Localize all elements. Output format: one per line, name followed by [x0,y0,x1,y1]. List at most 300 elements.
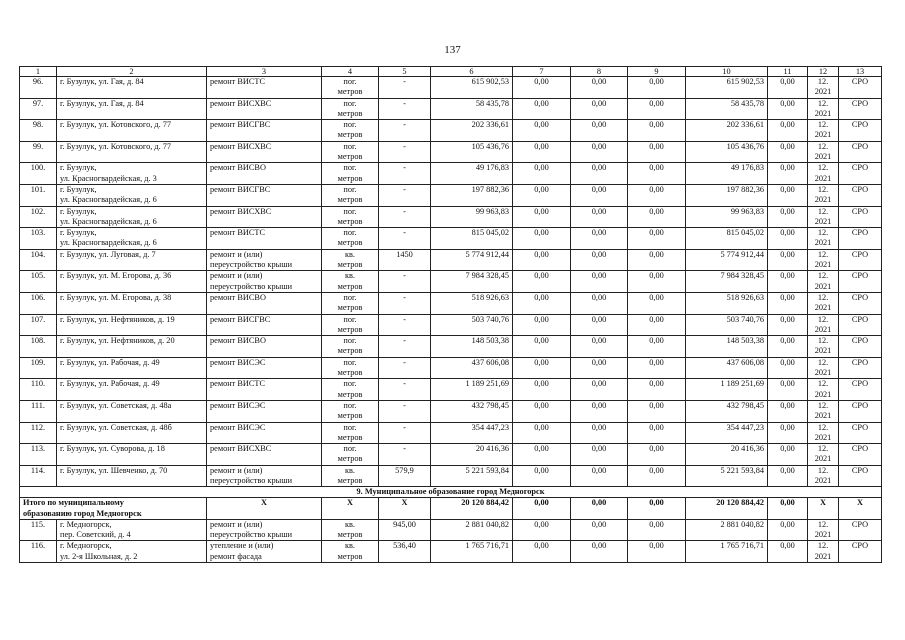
cell-line: метров [337,368,363,378]
cost-col8-cell: 0,00 [571,465,628,487]
deadline-cell [808,314,839,336]
cell-line: ремонт ВИСЭС [210,357,266,367]
funding-source-cell: СРО [839,163,882,185]
cell-line: 2021 [814,432,832,442]
table-body [20,67,882,563]
column-number-row [20,67,882,77]
cell-line: 2021 [814,368,832,378]
cell-line: ремонт ВИСХВС [210,444,272,454]
total-cost-cell: 503 740,76 [431,314,513,336]
cell-line: г. Бузулук, ул. Советская, д. 48б [60,422,172,432]
cell-line: переустройство крыши [210,530,293,540]
cell-line: пог. [343,336,357,346]
deadline-cell [808,98,839,120]
cell-line: пог. [343,357,357,367]
cost-col10-cell: 615 902,53 [686,77,768,99]
total-cost-cell: 518 926,63 [431,292,513,314]
cell-line: ул. Красногвардейская, д. 6 [60,216,157,226]
cell-line: 2021 [814,130,832,140]
cell-line: пог. [343,98,357,108]
cost-col11-cell: 0,00 [768,163,808,185]
deadline-cell [808,184,839,206]
cost-col9-cell: 0,00 [628,519,686,541]
cell-line: г. Медногорск, [60,519,112,529]
total-cost-cell: 354 447,23 [431,422,513,444]
total-cost-cell: 615 902,53 [431,77,513,99]
unit-cell [322,184,379,206]
cell-line: г. Бузулук, ул. Рабочая, д. 49 [60,357,160,367]
cell-line: г. Бузулук, [60,163,97,173]
unit-cell [322,141,379,163]
row-number-cell: 110. [20,379,57,401]
deadline-cell [808,444,839,466]
deadline-cell [808,336,839,358]
cost-col11-cell: 0,00 [768,465,808,487]
cell-line: 2021 [814,87,832,97]
cell-line: 2021 [814,260,832,270]
unit-cell [322,77,379,99]
row-number-cell: 115. [20,519,57,541]
cell-line: ул. Красногвардейская, д. 3 [60,173,157,183]
work-type-cell [207,120,322,142]
cell-line: ул. Красногвардейская, д. 6 [60,238,157,248]
cell-line: метров [337,108,363,118]
funding-source-cell: СРО [839,336,882,358]
cost-col10-cell: 518 926,63 [686,292,768,314]
cell-line: ремонт ВИСГВС [210,184,271,194]
cell-line: метров [337,216,363,226]
subtotal-c7: 0,00 [513,498,571,520]
cost-col8-cell: 0,00 [571,206,628,228]
cost-col7-cell: 0,00 [513,206,571,228]
funding-source-cell: СРО [839,141,882,163]
total-cost-cell: 815 045,02 [431,228,513,250]
unit-cell [322,163,379,185]
cost-col7-cell: 0,00 [513,400,571,422]
cost-col9-cell: 0,00 [628,77,686,99]
cell-line: 12. [817,465,829,475]
cost-col11-cell: 0,00 [768,98,808,120]
cell-line: 12. [817,249,829,259]
unit-cell [322,314,379,336]
table-row [20,314,882,336]
cell-line: ремонт фасада [210,551,262,561]
unit-cell [322,336,379,358]
cell-line: 2021 [814,152,832,162]
work-type-cell [207,444,322,466]
unit-cell [322,357,379,379]
table-row [20,120,882,142]
cost-col7-cell: 0,00 [513,141,571,163]
quantity-cell: - [379,228,431,250]
cost-col7-cell: 0,00 [513,379,571,401]
cost-col9-cell: 0,00 [628,314,686,336]
cost-col9-cell: 0,00 [628,228,686,250]
cell-line: 12. [817,77,829,86]
cell-line: пог. [343,141,357,151]
cost-col10-cell: 5 774 912,44 [686,249,768,271]
funding-source-cell: СРО [839,314,882,336]
cell-line: 12. [817,519,829,529]
cell-line: 2021 [814,216,832,226]
cell-line: г. Бузулук, [60,228,97,238]
table-row [20,184,882,206]
cost-col8-cell: 0,00 [571,228,628,250]
unit-cell [322,379,379,401]
quantity-cell: - [379,206,431,228]
cell-line: 12. [817,184,829,194]
cell-line: ремонт ВИСТС [210,77,266,86]
subtotal-c9: 0,00 [628,498,686,520]
row-number-cell: 109. [20,357,57,379]
row-number-cell: 104. [20,249,57,271]
cost-col9-cell: 0,00 [628,249,686,271]
quantity-cell: - [379,314,431,336]
work-type-cell [207,98,322,120]
row-number-cell: 106. [20,292,57,314]
address-cell [57,400,207,422]
row-number-cell: 97. [20,98,57,120]
funding-source-cell: СРО [839,77,882,99]
funding-source-cell: СРО [839,120,882,142]
col-header: 11 [768,67,808,77]
address-cell [57,465,207,487]
cell-line: кв. [344,519,356,529]
unit-cell [322,98,379,120]
cell-line: ремонт и (или) [210,465,263,475]
cost-col11-cell: 0,00 [768,444,808,466]
work-type-cell [207,336,322,358]
cost-col8-cell: 0,00 [571,249,628,271]
cell-line: г. Бузулук, [60,206,97,216]
cell-line: г. Бузулук, ул. Шевченко, д. 70 [60,465,168,475]
funding-source-cell: СРО [839,249,882,271]
quantity-cell: - [379,357,431,379]
cost-col8-cell: 0,00 [571,98,628,120]
address-cell [57,228,207,250]
cost-col10-cell: 5 221 593,84 [686,465,768,487]
cell-line: метров [337,130,363,140]
cost-col10-cell: 148 503,38 [686,336,768,358]
row-number-cell: 98. [20,120,57,142]
work-type-cell [207,141,322,163]
cell-line: метров [337,152,363,162]
subtotal-label [20,498,207,520]
cost-col10-cell: 20 416,36 [686,444,768,466]
cell-line: г. Бузулук, ул. Суворова, д. 18 [60,444,165,454]
cell-line: г. Бузулук, ул. Советская, д. 48а [60,400,172,410]
cell-line: ремонт ВИСГВС [210,314,271,324]
total-cost-cell: 58 435,78 [431,98,513,120]
work-type-cell [207,184,322,206]
cell-line: г. Бузулук, ул. Котовского, д. 77 [60,141,172,151]
quantity-cell: - [379,120,431,142]
cost-col9-cell: 0,00 [628,400,686,422]
quantity-cell: - [379,141,431,163]
cost-col11-cell: 0,00 [768,184,808,206]
address-cell [57,249,207,271]
table-row [20,400,882,422]
cost-col9-cell: 0,00 [628,357,686,379]
address-cell [57,444,207,466]
unit-cell [322,206,379,228]
cell-line: метров [337,551,363,561]
unit-cell [322,249,379,271]
cell-line: пог. [343,400,357,410]
subtotal-total: 20 120 884,42 [431,498,513,520]
cell-line: г. Бузулук, ул. Гая, д. 84 [60,98,144,108]
cost-col11-cell: 0,00 [768,336,808,358]
cell-line: пог. [343,228,357,238]
cell-line: метров [337,530,363,540]
total-cost-cell: 20 416,36 [431,444,513,466]
cost-col9-cell: 0,00 [628,163,686,185]
cost-col11-cell: 0,00 [768,422,808,444]
quantity-cell: - [379,184,431,206]
cost-col11-cell: 0,00 [768,77,808,99]
table-row [20,98,882,120]
unit-cell [322,271,379,293]
deadline-cell [808,379,839,401]
table-row [20,357,882,379]
cell-line: ул. 2-я Школьная, д. 2 [60,551,138,561]
total-cost-cell: 1 189 251,69 [431,379,513,401]
cost-col10-cell: 197 882,36 [686,184,768,206]
section-title-row [20,487,882,498]
cost-col7-cell: 0,00 [513,357,571,379]
cell-line: метров [337,87,363,97]
col-header: 3 [207,67,322,77]
quantity-cell: - [379,400,431,422]
cost-col8-cell: 0,00 [571,77,628,99]
address-cell [57,292,207,314]
row-number-cell: 96. [20,77,57,99]
row-number-cell: 107. [20,314,57,336]
cell-line: пог. [343,206,357,216]
cell-line: 12. [817,141,829,151]
cell-line: 2021 [814,454,832,464]
cost-col10-cell: 437 606,08 [686,357,768,379]
cost-col10-cell: 99 963,83 [686,206,768,228]
deadline-cell [808,141,839,163]
cost-col10-cell: 815 045,02 [686,228,768,250]
cell-line: г. Бузулук, ул. Нефтяников, д. 19 [60,314,175,324]
deadline-cell [808,120,839,142]
cost-col9-cell: 0,00 [628,120,686,142]
cell-line: г. Бузулук, ул. Гая, д. 84 [60,77,144,86]
cost-col10-cell: 1 765 716,71 [686,541,768,563]
cell-line: ремонт ВИСГВС [210,120,271,130]
cell-line: 12. [817,400,829,410]
subtotal-c11: 0,00 [768,498,808,520]
cell-line: метров [337,324,363,334]
total-cost-cell: 197 882,36 [431,184,513,206]
cell-line: переустройство крыши [210,281,293,291]
total-cost-cell: 432 798,45 [431,400,513,422]
cost-col8-cell: 0,00 [571,120,628,142]
cost-col10-cell: 202 336,61 [686,120,768,142]
address-cell [57,141,207,163]
cost-col9-cell: 0,00 [628,271,686,293]
funding-source-cell: СРО [839,422,882,444]
funding-source-cell: СРО [839,228,882,250]
quantity-cell: 1450 [379,249,431,271]
cell-line: 2021 [814,551,832,561]
address-cell [57,184,207,206]
cost-col9-cell: 0,00 [628,336,686,358]
row-number-cell: 116. [20,541,57,563]
cost-col7-cell: 0,00 [513,541,571,563]
funding-source-cell: СРО [839,357,882,379]
deadline-cell [808,465,839,487]
cell-line: 2021 [814,324,832,334]
unit-cell [322,444,379,466]
cell-line: переустройство крыши [210,260,293,270]
cell-line: 12. [817,228,829,238]
total-cost-cell: 5 774 912,44 [431,249,513,271]
work-type-cell [207,292,322,314]
subtotal-c8: 0,00 [571,498,628,520]
cost-col10-cell: 1 189 251,69 [686,379,768,401]
cell-line: образованию город Медногорск [23,508,142,518]
col-header: 13 [839,67,882,77]
row-number-cell: 102. [20,206,57,228]
cost-col10-cell: 432 798,45 [686,400,768,422]
cell-line: метров [337,389,363,399]
cell-line: ремонт ВИСЭС [210,422,266,432]
col-header: 12 [808,67,839,77]
table-row [20,444,882,466]
funding-source-cell: СРО [839,206,882,228]
row-number-cell: 111. [20,400,57,422]
deadline-cell [808,422,839,444]
subtotal-c4: X [322,498,379,520]
col-header: 2 [57,67,207,77]
cell-line: ремонт ВИСВО [210,292,266,302]
row-number-cell: 105. [20,271,57,293]
cell-line: 12. [817,444,829,454]
table-row [20,541,882,563]
row-number-cell: 100. [20,163,57,185]
cost-col7-cell: 0,00 [513,271,571,293]
cost-col11-cell: 0,00 [768,292,808,314]
cost-col11-cell: 0,00 [768,249,808,271]
funding-source-cell: СРО [839,400,882,422]
unit-cell [322,228,379,250]
address-cell [57,422,207,444]
cost-col7-cell: 0,00 [513,163,571,185]
total-cost-cell: 49 176,83 [431,163,513,185]
cost-col8-cell: 0,00 [571,184,628,206]
cost-col7-cell: 0,00 [513,184,571,206]
col-header: 7 [513,67,571,77]
deadline-cell [808,271,839,293]
cell-line: 12. [817,314,829,324]
cell-line: 2021 [814,303,832,313]
work-type-cell [207,541,322,563]
unit-cell [322,400,379,422]
page-number: 137 [444,44,461,56]
cell-line: пог. [343,444,357,454]
table-row [20,141,882,163]
work-type-cell [207,422,322,444]
cell-line: 12. [817,120,829,130]
cell-line: 2021 [814,346,832,356]
cost-col11-cell: 0,00 [768,271,808,293]
row-number-cell: 103. [20,228,57,250]
subtotal-c3: X [207,498,322,520]
cell-line: пог. [343,163,357,173]
cell-line: ремонт ВИСТС [210,379,266,389]
cell-line: ремонт ВИСХВС [210,141,272,151]
cost-col9-cell: 0,00 [628,292,686,314]
cell-line: 2021 [814,195,832,205]
cell-line: метров [337,195,363,205]
cell-line: пог. [343,120,357,130]
cell-line: метров [337,260,363,270]
cell-line: г. Бузулук, ул. Луговая, д. 7 [60,249,156,259]
cell-line: метров [337,173,363,183]
funding-source-cell: СРО [839,519,882,541]
section-title: 9. Муниципальное образование город Медногорск [20,487,882,498]
cell-line: 12. [817,541,829,551]
cell-line: ремонт и (или) [210,519,263,529]
row-number-cell: 101. [20,184,57,206]
cost-col11-cell: 0,00 [768,541,808,563]
cell-line: г. Бузулук, ул. Нефтяников, д. 20 [60,336,175,346]
quantity-cell: - [379,77,431,99]
cost-col7-cell: 0,00 [513,519,571,541]
table-row [20,249,882,271]
cost-col7-cell: 0,00 [513,336,571,358]
col-header: 4 [322,67,379,77]
cell-line: 12. [817,271,829,281]
cost-col7-cell: 0,00 [513,98,571,120]
work-type-cell [207,379,322,401]
subtotal-c5: X [379,498,431,520]
total-cost-cell: 5 221 593,84 [431,465,513,487]
cost-col9-cell: 0,00 [628,141,686,163]
address-cell [57,271,207,293]
funding-source-cell: СРО [839,98,882,120]
total-cost-cell: 1 765 716,71 [431,541,513,563]
cell-line: 2021 [814,411,832,421]
address-cell [57,206,207,228]
funding-source-cell: СРО [839,184,882,206]
unit-cell [322,541,379,563]
table-row [20,292,882,314]
cost-col10-cell: 2 881 040,82 [686,519,768,541]
cost-col11-cell: 0,00 [768,314,808,336]
work-type-cell [207,400,322,422]
total-cost-cell: 2 881 040,82 [431,519,513,541]
work-type-cell [207,314,322,336]
cost-col9-cell: 0,00 [628,422,686,444]
cell-line: 12. [817,357,829,367]
address-cell [57,541,207,563]
cell-line: г. Бузулук, [60,184,97,194]
cost-col8-cell: 0,00 [571,541,628,563]
cost-col7-cell: 0,00 [513,228,571,250]
address-cell [57,379,207,401]
row-number-cell: 112. [20,422,57,444]
address-cell [57,357,207,379]
cost-col7-cell: 0,00 [513,249,571,271]
cost-col9-cell: 0,00 [628,541,686,563]
col-header: 1 [20,67,57,77]
table-row [20,379,882,401]
cost-col9-cell: 0,00 [628,379,686,401]
